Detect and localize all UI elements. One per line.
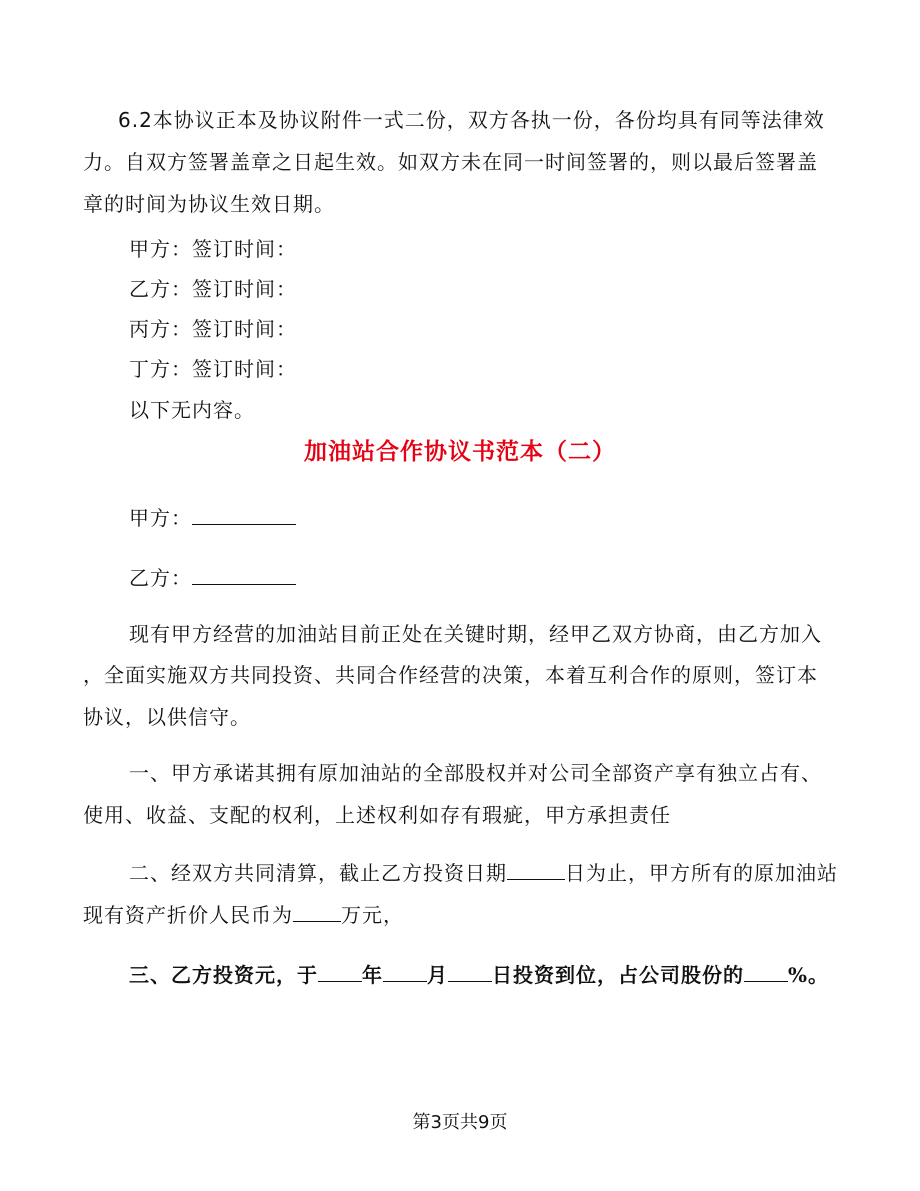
clause-3-text-5: %。: [788, 963, 830, 987]
year-blank: [318, 963, 362, 982]
clause-3-line: [129, 962, 829, 988]
party-a-blank: [192, 506, 296, 525]
clause-6-2-line-2: 力。自双方签署盖章之日起生效。如双方未在同一时间签署的，则以最后签署盖: [83, 150, 818, 174]
party-a-field: [129, 505, 296, 531]
clause-2-text-c: 现有资产折价人民币为: [83, 903, 293, 927]
party-b-label: 乙方：: [129, 566, 192, 590]
page-number-footer: 第3页共9页: [412, 1112, 508, 1133]
no-more-content: 以下无内容。: [129, 398, 255, 422]
party-b-field: [129, 565, 296, 591]
clause-3-text-3: 月: [427, 963, 448, 987]
party-a-label: 甲方：: [129, 506, 192, 530]
clause-2-text-a: 二、经双方共同清算，截止乙方投资日期: [129, 861, 507, 885]
investment-date-blank: [507, 861, 565, 880]
day-blank: [448, 963, 492, 982]
clause-2-line-1: [129, 860, 838, 886]
clause-2-text-b: 日为止，甲方所有的原加油站: [565, 861, 838, 885]
clause-3-text-2: 年: [362, 963, 383, 987]
clause-2-line-2: [83, 902, 404, 928]
clause-3-text-4: 日投资到位，占公司股份的: [492, 963, 744, 987]
share-percent-blank: [744, 963, 788, 982]
document-title: 加油站合作协议书范本（二）: [304, 438, 616, 465]
party-d-signature-line: 丁方：签订时间：: [129, 357, 297, 381]
month-blank: [383, 963, 427, 982]
clause-1-line-1: 一、甲方承诺其拥有原加油站的全部股权并对公司全部资产享有独立占有、: [129, 761, 822, 785]
clause-1-line-2: 使用、收益、支配的权利，上述权利如存有瑕疵，甲方承担责任: [83, 803, 671, 827]
party-a-signature-line: 甲方：签订时间：: [129, 237, 297, 261]
clause-6-2-line-1: 6.2本协议正本及协议附件一式二份，双方各执一份，各份均具有同等法律效: [118, 108, 825, 132]
intro-line-3: 协议，以供信守。: [83, 705, 251, 729]
party-b-signature-line: 乙方：签订时间：: [129, 277, 297, 301]
intro-line-1: 现有甲方经营的加油站目前正处在关键时期，经甲乙双方协商，由乙方加入: [129, 622, 822, 646]
intro-line-2: ，全面实施双方共同投资、共同合作经营的决策，本着互利合作的原则，签订本: [83, 663, 818, 687]
clause-6-2-line-3: 章的时间为协议生效日期。: [83, 192, 335, 216]
party-b-blank: [192, 566, 296, 585]
asset-value-blank: [293, 903, 341, 922]
party-c-signature-line: 丙方：签订时间：: [129, 317, 297, 341]
clause-2-text-d: 万元，: [341, 903, 404, 927]
clause-3-text-1: 三、乙方投资元，于: [129, 963, 318, 987]
